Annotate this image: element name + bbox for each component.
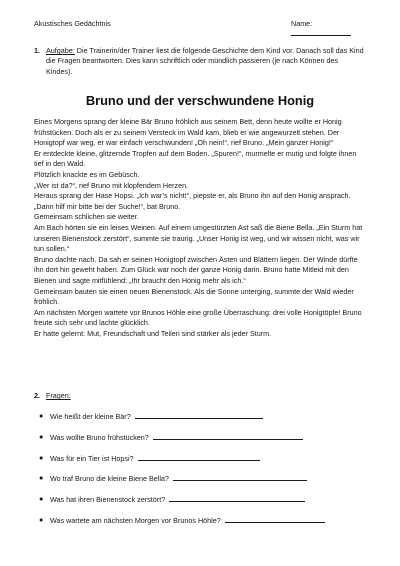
- answer-line[interactable]: [135, 411, 263, 419]
- task-2-label: Fragen:: [46, 391, 71, 400]
- question-item: [34, 515, 364, 536]
- answer-line[interactable]: [225, 515, 325, 523]
- task-2-heading: [34, 391, 364, 401]
- question-text: Was hat ihren Bienenstock zerstört?: [50, 495, 166, 505]
- name-field[interactable]: [291, 19, 374, 38]
- subject-label: Akustisches Gedächtnis: [34, 19, 111, 28]
- bullet-icon: ●: [39, 473, 44, 483]
- story-paragraph: Er hatte gelernt: Mut, Freundschaft und Teilen sind stärker als jeder Sturm.: [34, 328, 272, 338]
- story-paragraph: Er entdeckte kleine, glitzernde Tropfen auf dem Boden. „Spuren!“, murmelte er mutig und folgte ihnen tief in den Wald.: [34, 148, 357, 169]
- question-text: Was wollte Bruno frühstücken?: [50, 432, 149, 442]
- story-paragraph: Gemeinsam schlichen sie weiter.: [34, 212, 139, 222]
- task-1-number: 1.: [34, 46, 40, 55]
- story-paragraph: Heraus sprang der Hase Hopsi. „Ich war’s nicht!“, piepste er, als Bruno ihn auf den Honig ansprach. „Dann hilf mir bitte bei der Suche!“, bat Bruno.: [34, 191, 351, 211]
- worksheet-header: [34, 19, 374, 31]
- bullet-icon: ●: [39, 514, 44, 524]
- name-label: Name:: [291, 19, 313, 28]
- answer-line[interactable]: [138, 453, 260, 461]
- question-text: Wie heißt der kleine Bär?: [50, 412, 131, 421]
- answer-line[interactable]: [169, 494, 305, 502]
- story-paragraph: Bruno dachte nach. Da sah er seinen Honigtopf zwischen Ästen und Blättern liegen. Der Winde dürfte ihn dort hin geweht haben. Zum Glück war noch der ganze Honig darin. Bruno hatte Mitleid mit den Bienen und sagte mitfühlend: „Ihr braucht den Honig mehr als ich.“: [34, 254, 358, 285]
- story-paragraph: Gemeinsam bauten sie einen neuen Bienenstock. Als die Sonne unterging, summte der Wald wieder fröhlich.: [34, 286, 354, 307]
- task-1-label: Aufgabe:: [46, 46, 75, 55]
- question-text: Wo traf Bruno die kleine Biene Bella?: [50, 474, 169, 484]
- story-title: Bruno und der verschwundene Honig: [85, 93, 315, 108]
- question-text: Was für ein Tier ist Hopsi?: [50, 453, 134, 463]
- story-text: [34, 117, 366, 339]
- story-paragraph: Am nächsten Morgen wartete vor Brunos Höhle eine große Überraschung: drei volle Honigtöpfe! Bruno freute sich sehr und lachte glücklich.: [34, 307, 362, 328]
- bullet-icon: ●: [39, 431, 44, 441]
- story-paragraph: Eines Morgens sprang der kleine Bär Bruno fröhlich aus seinem Bett, denn heute wollte er Honig frühstücken. Doch als er zu seinem Versteck im Wald kam, blieb er wie angewurzelt stehen. Der Honigtopf war weg, er war einfach verschwunden! „Oh nein!“, rief Bruno. „Mein ganzer Honig!“: [34, 117, 342, 148]
- question-item: [34, 473, 364, 494]
- answer-line[interactable]: [153, 432, 303, 440]
- question-text: Was wartete am nächsten Morgen vor Brunos Höhle?: [50, 515, 221, 525]
- question-item: [34, 411, 364, 432]
- question-item: [34, 453, 364, 474]
- name-answer-line[interactable]: [291, 28, 351, 36]
- task-1-text: Die Trainerin/der Trainer liest die folgende Geschichte dem Kind vor. Danach soll das Kind die Fragen beantworten. Dies kann schriftlich oder mündlich passieren (je nach Können des Kindes).: [46, 46, 364, 76]
- bullet-icon: ●: [39, 452, 44, 462]
- story-paragraph: Am Bach hörten sie ein leises Weinen. Auf einem umgestürzten Ast saß die Biene Bella. „Ein Sturm hat unseren Bienenstock zerstört“, summte sie traurig. „Unser Honig ist weg, und wir wissen nicht, was wir tun sollen.“: [34, 222, 363, 254]
- bullet-icon: ●: [39, 411, 44, 420]
- bullet-icon: ●: [39, 494, 44, 504]
- story-paragraph: „Wer ist da?“, rief Bruno mit klopfendem Herzen.: [34, 180, 189, 190]
- task-1-instructions: [34, 46, 364, 77]
- question-item: [34, 494, 364, 515]
- question-list: [34, 411, 364, 536]
- task-2-number: 2.: [34, 391, 40, 400]
- story-paragraph: Plötzlich knackte es im Gebüsch.: [34, 169, 140, 179]
- question-item: [34, 432, 364, 453]
- answer-line[interactable]: [173, 473, 307, 481]
